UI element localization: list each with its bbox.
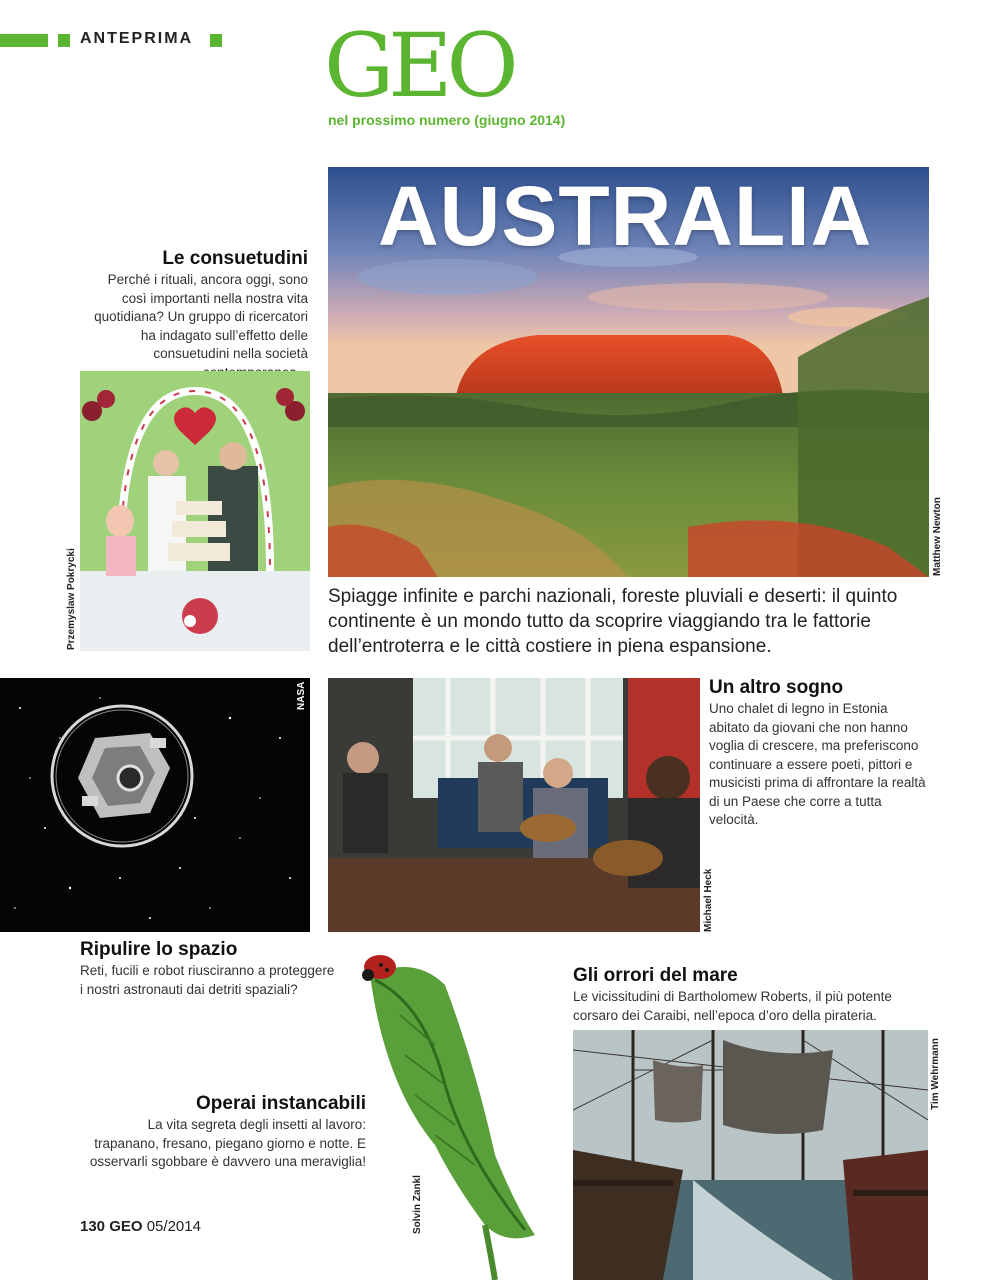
sogno-title: Un altro sogno [709, 677, 844, 698]
leaf-beetle-image [345, 945, 545, 1280]
satellite-image [0, 678, 310, 932]
consuetudini-photo-credit: Przemyslaw Pokrycki [66, 548, 77, 650]
wedding-photo [80, 371, 310, 651]
header-bar-left [0, 34, 48, 47]
issue-subtitle: nel prossimo numero (giugno 2014) [328, 112, 566, 128]
header-square-right [210, 34, 222, 47]
mare-title: Gli orrori del mare [573, 965, 738, 986]
spazio-title: Ripulire lo spazio [80, 939, 238, 960]
leaf-photo [345, 945, 545, 1280]
band-photo-credit: Michael Heck [703, 868, 714, 932]
issue-date: 05/2014 [146, 1218, 201, 1235]
page-footer [80, 1218, 201, 1235]
australia-title: AUSTRALIA [378, 169, 873, 263]
operai-title: Operai instancabili [196, 1093, 366, 1114]
spazio-text: Reti, fucili e robot riusciranno a proteggere i nostri astronauti dai detriti spaziali? [80, 963, 335, 997]
australia-photo-credit: Matthew Newton [932, 497, 943, 576]
wedding-image [80, 371, 310, 651]
geo-logo: GEO [324, 14, 513, 117]
band-photo [328, 678, 700, 932]
operai-text: La vita segreta degli insetti al lavoro: trapanano, fresano, piegano giorno e notte. E osservarli sgobbare è davvero una meraviglia! [89, 1117, 366, 1169]
space-photo [0, 678, 310, 932]
header-square-left [58, 34, 70, 47]
space-photo-credit: NASA [296, 681, 307, 710]
leaf-photo-credit: Solvin Zankl [412, 1175, 423, 1234]
pirate-ship-photo [573, 1030, 928, 1280]
mare-text: Le vicissitudini di Bartholomew Roberts, il più potente corsaro dei Caraibi, nell’epoca d’oro della pirateria. [573, 989, 892, 1023]
pirate-photo-credit: Tim Wehrmann [930, 1038, 941, 1110]
consuetudini-text: Perché i rituali, ancora oggi, sono così importanti nella nostra vita quotidiana? Un gruppo di ricercatori ha indagato sull’effetto delle consuetudini nella società [94, 272, 308, 361]
pirate-ship-image [573, 1030, 928, 1280]
sogno-text: Uno chalet di legno in Estonia abitato da giovani che non hanno voglia di crescere, ma preferiscono continuare a essere poeti, pittori e musicisti prima di affrontare la realtà di un Paese che corre a tutta velocità. [709, 701, 926, 827]
australia-lead: Spiagge infinite e parchi nazionali, foreste pluviali e deserti: il quinto continente è un mondo tutto da scoprire viaggiando tra le fattorie dell’entroterra e le città costiere in piena espansione. [328, 586, 898, 657]
page-number: 130 GEO [80, 1218, 143, 1235]
consuetudini-title: Le consuetudini [162, 248, 308, 269]
musicians-image [328, 678, 700, 932]
section-label: ANTEPRIMA [80, 30, 194, 47]
